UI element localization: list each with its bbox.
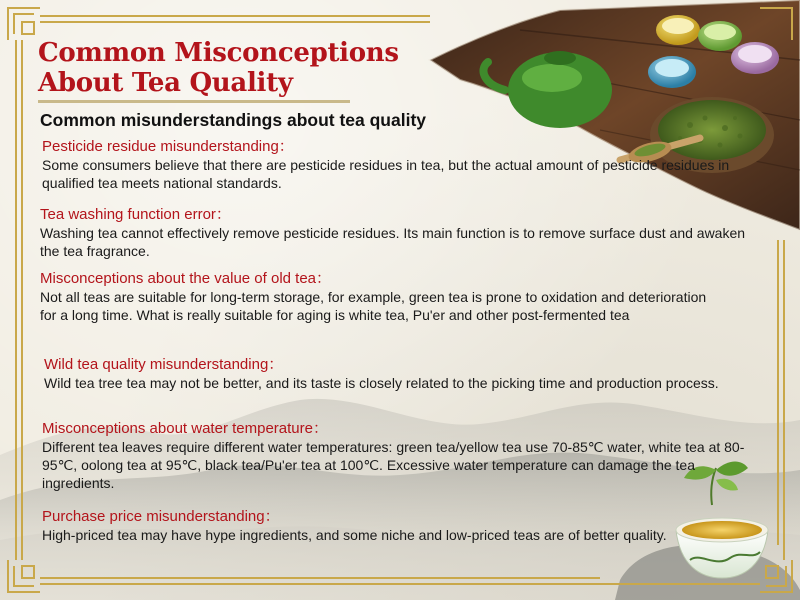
misconception-heading: Misconceptions about the value of old tea： <box>40 270 332 287</box>
misconception-item <box>42 420 762 492</box>
page-title-line-2: About Tea Quality <box>38 68 293 98</box>
misconception-body: High-priced tea may have hype ingredients, and some niche and low-priced teas are of better quality. <box>42 527 667 543</box>
misconception-body: Washing tea cannot effectively remove pesticide residues. Its main function is to remove surface dust and awaken the tea fragrance. <box>40 225 746 259</box>
misconception-body: Not all teas are suitable for long-term storage, for example, green tea is prone to oxidation and deterioration for a long time. What is really suitable for aging is white tea, Pu'er and other post-fermented tea <box>40 289 707 323</box>
misconception-item <box>40 206 760 260</box>
misconception-item <box>44 356 764 392</box>
misconception-heading: Wild tea quality misunderstanding： <box>44 356 284 373</box>
misconception-item <box>42 508 682 544</box>
misconception-heading: Purchase price misunderstanding： <box>42 508 280 525</box>
page-title <box>38 38 399 98</box>
misconception-heading: Misconceptions about water temperature： <box>42 420 328 437</box>
misconception-body: Wild tea tree tea may not be better, and its taste is closely related to the picking time and production process. <box>44 375 719 391</box>
page-title-line-1: Common Misconceptions <box>38 38 399 68</box>
misconception-heading: Pesticide residue misunderstanding： <box>42 138 294 155</box>
misconception-item <box>42 138 762 192</box>
section-subtitle: Common misunderstandings about tea quality <box>40 110 427 130</box>
misconception-item <box>40 270 720 324</box>
title-underline <box>38 100 350 103</box>
misconception-body: Different tea leaves require different water temperatures: green tea/yellow tea use 70-85℃ water, white tea at 80-95℃, oolong tea at 95℃, black tea/Pu'er tea at 100℃. Excessive water temperature can damage the tea ingredients. <box>42 439 745 491</box>
misconception-heading: Tea washing function error： <box>40 206 231 223</box>
misconception-body: Some consumers believe that there are pesticide residues in tea, but the actual amount of pesticide residues in qualified tea meets national standards. <box>42 157 730 191</box>
